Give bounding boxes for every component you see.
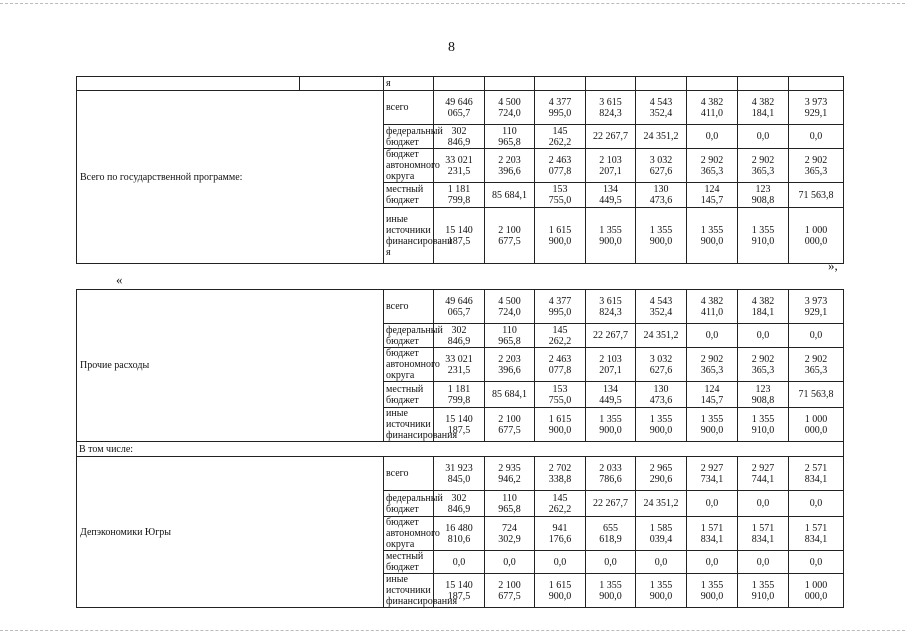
amount-cell: 1 000 000,0 (789, 208, 844, 264)
state-program-total-label: Всего по государственной программе: (77, 91, 384, 264)
amount-cell: 49 646 065,7 (434, 290, 485, 324)
continuation-cell (636, 77, 687, 91)
amount-cell: 4 382 411,0 (687, 91, 738, 125)
amount-cell: 2 927 734,1 (687, 457, 738, 491)
funding-source-label: федеральный бюджет (384, 125, 434, 149)
amount-cell: 1 355 900,0 (687, 208, 738, 264)
other-expenses-label: Прочие расходы (77, 290, 384, 442)
amount-cell: 1 355 900,0 (636, 408, 687, 442)
amount-cell: 0,0 (687, 324, 738, 348)
amount-cell: 2 702 338,8 (535, 457, 586, 491)
page-number: 8 (448, 40, 455, 55)
amount-cell: 4 543 352,4 (636, 91, 687, 125)
amount-cell: 4 500 724,0 (485, 290, 535, 324)
amount-cell: 24 351,2 (636, 125, 687, 149)
continuation-cell (789, 77, 844, 91)
amount-cell: 2 965 290,6 (636, 457, 687, 491)
amount-cell: 2 103 207,1 (586, 348, 636, 382)
funding-source-label: федеральный бюджет (384, 324, 434, 348)
bottom-scan-edge (0, 630, 905, 631)
amount-cell: 85 684,1 (485, 183, 535, 208)
amount-cell: 302 846,9 (434, 324, 485, 348)
amount-cell: 15 140 187,5 (434, 208, 485, 264)
amount-cell: 1 615 900,0 (535, 408, 586, 442)
amount-cell: 1 355 900,0 (687, 408, 738, 442)
amount-cell: 1 000 000,0 (789, 408, 844, 442)
amount-cell: 33 021 231,5 (434, 149, 485, 183)
amount-cell: 22 267,7 (586, 125, 636, 149)
amount-cell: 0,0 (485, 551, 535, 574)
continuation-cell (535, 77, 586, 91)
amount-cell: 16 480 810,6 (434, 517, 485, 551)
amount-cell: 0,0 (687, 491, 738, 517)
amount-cell: 24 351,2 (636, 491, 687, 517)
amount-cell: 124 145,7 (687, 183, 738, 208)
amount-cell: 2 902 365,3 (789, 149, 844, 183)
amount-cell: 4 377 995,0 (535, 91, 586, 125)
amount-cell: 2 103 207,1 (586, 149, 636, 183)
amount-cell: 302 846,9 (434, 125, 485, 149)
amount-cell: 1 355 910,0 (738, 574, 789, 608)
amount-cell: 22 267,7 (586, 324, 636, 348)
amount-cell: 4 500 724,0 (485, 91, 535, 125)
amount-cell: 110 965,8 (485, 125, 535, 149)
amount-cell: 0,0 (687, 125, 738, 149)
amount-cell: 3 973 929,1 (789, 290, 844, 324)
amount-cell: 0,0 (636, 551, 687, 574)
amount-cell: 2 100 677,5 (485, 208, 535, 264)
state-program-totals-table (76, 76, 844, 264)
amount-cell: 302 846,9 (434, 491, 485, 517)
amount-cell: 2 902 365,3 (687, 149, 738, 183)
amount-cell: 1 585 039,4 (636, 517, 687, 551)
amount-cell: 0,0 (789, 491, 844, 517)
funding-source-label: бюджет автономного округа (384, 348, 434, 382)
depeconomy-row (77, 457, 844, 491)
amount-cell: 1 571 834,1 (789, 517, 844, 551)
top-scan-edge (0, 3, 905, 4)
amount-cell: 1 181 799,8 (434, 382, 485, 408)
amount-cell: 1 571 834,1 (738, 517, 789, 551)
continuation-cell (485, 77, 535, 91)
amount-cell: 2 902 365,3 (789, 348, 844, 382)
continuation-cell (586, 77, 636, 91)
amount-cell: 145 262,2 (535, 324, 586, 348)
amount-cell: 2 033 786,6 (586, 457, 636, 491)
amount-cell: 153 755,0 (535, 183, 586, 208)
amount-cell: 1 355 900,0 (687, 574, 738, 608)
continuation-cell: я (384, 77, 434, 91)
state-program-total-row (77, 91, 844, 125)
amount-cell: 0,0 (789, 125, 844, 149)
amount-cell: 2 927 744,1 (738, 457, 789, 491)
depeconomy-label: Депэкономики Югры (77, 457, 384, 608)
amount-cell: 724 302,9 (485, 517, 535, 551)
amount-cell: 0,0 (789, 324, 844, 348)
continuation-cell (300, 77, 384, 91)
amount-cell: 3 615 824,3 (586, 91, 636, 125)
amount-cell: 1 355 900,0 (636, 208, 687, 264)
funding-source-label: всего (384, 290, 434, 324)
amount-cell: 2 100 677,5 (485, 574, 535, 608)
closing-quote: », (828, 258, 838, 273)
amount-cell: 4 382 184,1 (738, 91, 789, 125)
continuation-cell (77, 77, 300, 91)
amount-cell: 1 355 910,0 (738, 208, 789, 264)
amount-cell: 71 563,8 (789, 183, 844, 208)
amount-cell: 1 615 900,0 (535, 574, 586, 608)
continuation-cell (434, 77, 485, 91)
amount-cell: 3 032 627,6 (636, 149, 687, 183)
amount-cell: 0,0 (738, 324, 789, 348)
amount-cell: 0,0 (789, 551, 844, 574)
amount-cell: 130 473,6 (636, 183, 687, 208)
amount-cell: 3 032 627,6 (636, 348, 687, 382)
amount-cell: 123 908,8 (738, 183, 789, 208)
amount-cell: 1 355 900,0 (586, 574, 636, 608)
amount-cell: 85 684,1 (485, 382, 535, 408)
amount-cell: 0,0 (434, 551, 485, 574)
amount-cell: 3 615 824,3 (586, 290, 636, 324)
amount-cell: 145 262,2 (535, 491, 586, 517)
amount-cell: 4 543 352,4 (636, 290, 687, 324)
funding-source-label: федеральный бюджет (384, 491, 434, 517)
amount-cell: 0,0 (687, 551, 738, 574)
other-expenses-row (77, 290, 844, 324)
other-expenses-table (76, 289, 844, 608)
amount-cell: 1 355 900,0 (586, 408, 636, 442)
amount-cell: 1 615 900,0 (535, 208, 586, 264)
amount-cell: 2 571 834,1 (789, 457, 844, 491)
amount-cell: 33 021 231,5 (434, 348, 485, 382)
funding-source-label: всего (384, 457, 434, 491)
amount-cell: 49 646 065,7 (434, 91, 485, 125)
amount-cell: 2 463 077,8 (535, 149, 586, 183)
amount-cell: 24 351,2 (636, 324, 687, 348)
opening-quote: « (116, 272, 123, 287)
funding-source-label: бюджет автономного округа (384, 149, 434, 183)
funding-source-label: иные источники финансирования (384, 408, 434, 442)
amount-cell: 145 262,2 (535, 125, 586, 149)
amount-cell: 71 563,8 (789, 382, 844, 408)
funding-source-label: иные источники финансирования (384, 574, 434, 608)
amount-cell: 2 902 365,3 (738, 149, 789, 183)
amount-cell: 2 902 365,3 (687, 348, 738, 382)
funding-source-label: местный бюджет (384, 183, 434, 208)
amount-cell: 110 965,8 (485, 324, 535, 348)
amount-cell: 655 618,9 (586, 517, 636, 551)
amount-cell: 0,0 (738, 125, 789, 149)
amount-cell: 0,0 (738, 551, 789, 574)
funding-source-label: иные источники финансировани я (384, 208, 434, 264)
amount-cell: 1 571 834,1 (687, 517, 738, 551)
amount-cell: 15 140 187,5 (434, 574, 485, 608)
amount-cell: 4 382 411,0 (687, 290, 738, 324)
amount-cell: 123 908,8 (738, 382, 789, 408)
amount-cell: 1 355 900,0 (636, 574, 687, 608)
amount-cell: 2 100 677,5 (485, 408, 535, 442)
amount-cell: 941 176,6 (535, 517, 586, 551)
amount-cell: 2 935 946,2 (485, 457, 535, 491)
amount-cell: 15 140 187,5 (434, 408, 485, 442)
continuation-cell (687, 77, 738, 91)
amount-cell: 2 463 077,8 (535, 348, 586, 382)
amount-cell: 1 181 799,8 (434, 183, 485, 208)
amount-cell: 130 473,6 (636, 382, 687, 408)
amount-cell: 124 145,7 (687, 382, 738, 408)
including-label: В том числе: (77, 442, 844, 457)
amount-cell: 1 000 000,0 (789, 574, 844, 608)
amount-cell: 134 449,5 (586, 382, 636, 408)
amount-cell: 2 902 365,3 (738, 348, 789, 382)
amount-cell: 3 973 929,1 (789, 91, 844, 125)
amount-cell: 1 355 900,0 (586, 208, 636, 264)
funding-source-label: местный бюджет (384, 551, 434, 574)
amount-cell: 4 382 184,1 (738, 290, 789, 324)
amount-cell: 1 355 910,0 (738, 408, 789, 442)
continuation-row (77, 77, 844, 91)
amount-cell: 110 965,8 (485, 491, 535, 517)
amount-cell: 2 203 396,6 (485, 348, 535, 382)
amount-cell: 31 923 845,0 (434, 457, 485, 491)
amount-cell: 2 203 396,6 (485, 149, 535, 183)
amount-cell: 134 449,5 (586, 183, 636, 208)
funding-source-label: всего (384, 91, 434, 125)
amount-cell: 0,0 (738, 491, 789, 517)
continuation-cell (738, 77, 789, 91)
including-row (77, 442, 844, 457)
amount-cell: 0,0 (535, 551, 586, 574)
funding-source-label: местный бюджет (384, 382, 434, 408)
amount-cell: 4 377 995,0 (535, 290, 586, 324)
funding-source-label: бюджет автономного округа (384, 517, 434, 551)
amount-cell: 22 267,7 (586, 491, 636, 517)
amount-cell: 153 755,0 (535, 382, 586, 408)
amount-cell: 0,0 (586, 551, 636, 574)
